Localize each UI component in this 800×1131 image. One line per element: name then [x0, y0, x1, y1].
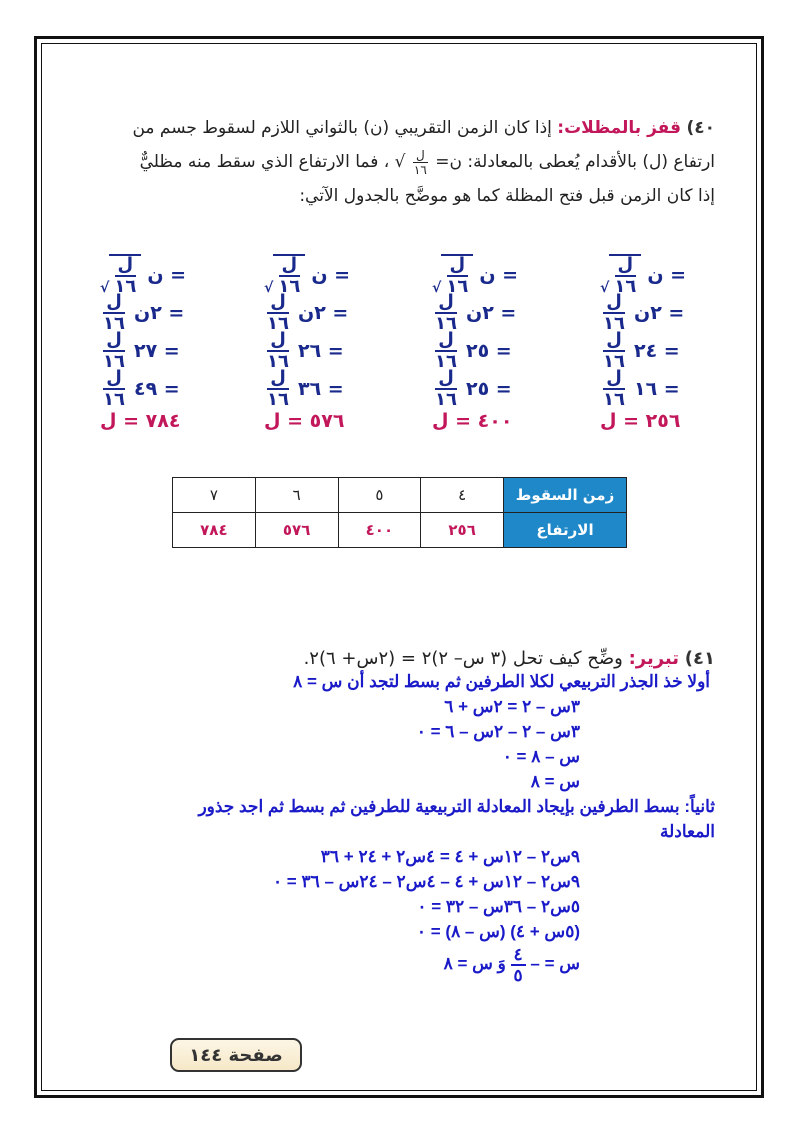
- q41-prompt: وضِّح كيف تحل (٣ س– ٢)٢ = (٢س+ ٦)٢.: [303, 648, 623, 669]
- work-row: [432, 291, 552, 334]
- work-eq: = ٢٤: [633, 340, 680, 362]
- work-result: ٤٠٠ = ل: [432, 410, 513, 432]
- solution-line: المعادلة: [660, 822, 715, 841]
- work-row: [100, 367, 220, 410]
- table-row: [173, 513, 627, 548]
- frac-den: ١٦: [103, 351, 125, 372]
- work-row: [100, 329, 220, 372]
- work-row: [600, 254, 720, 297]
- frac-den: ١٦: [267, 351, 289, 372]
- frac-den: ١٦: [267, 313, 289, 334]
- page-number-badge: صفحة ١٤٤: [170, 1038, 302, 1072]
- frac-num: ل: [103, 293, 125, 314]
- frac-num: ل: [435, 293, 457, 314]
- frac-num: ل: [603, 369, 625, 390]
- work-row: [432, 367, 552, 410]
- work-eq: = ن: [479, 264, 519, 286]
- final-frac-den: ٥: [513, 965, 523, 985]
- table-row: [173, 478, 627, 513]
- work-row: [600, 291, 720, 334]
- work-row: [100, 291, 220, 334]
- work-eq: = ٢ن: [297, 302, 349, 324]
- q40-text-2a: ارتفاع (ل) بالأقدام يُعطى بالمعادلة: ن=: [435, 152, 715, 172]
- frac-num: ل: [267, 293, 289, 314]
- work-eq: = ١٦: [633, 378, 680, 400]
- work-eq: = ٤٩: [133, 378, 180, 400]
- work-eq: = ٣٦: [297, 378, 344, 400]
- frac-num: ل: [267, 331, 289, 352]
- solution-line: ٩س٢ – ١٢س + ٤ – ٤س٢ – ٢٤س – ٣٦ = ٠: [272, 872, 580, 891]
- frac-den: ١٦: [103, 389, 125, 410]
- q40-text-1: إذا كان الزمن التقريبي (ن) بالثواني اللازم لسقوط جسم من: [132, 118, 552, 138]
- frac-den: ١٦: [278, 276, 301, 297]
- frac-den: ١٦: [435, 389, 457, 410]
- question-40: [85, 111, 715, 213]
- frac-den: ١٦: [267, 389, 289, 410]
- work-row: [432, 329, 552, 372]
- q41-heading: [75, 648, 715, 669]
- frac-num: ل: [115, 256, 137, 277]
- solution-line: ٣س – ٢ – ٢س – ٦ = ٠: [416, 722, 580, 741]
- solution-line: أولا خذ الجذر التربيعي لكلا الطرفين ثم بسط لتجد أن س = ٨: [293, 672, 710, 691]
- frac-den: ١٦: [435, 351, 457, 372]
- solution-line: (٥س + ٤) (س – ٨) = ٠: [416, 922, 580, 941]
- work-eq: = ٢ن: [465, 302, 517, 324]
- table-cell: ٦: [255, 478, 338, 513]
- final-part-a: س = –: [530, 954, 580, 973]
- q40-frac-num: ل: [413, 149, 428, 163]
- solution-line: س = ٨: [530, 772, 580, 791]
- work-eq: = ن: [147, 264, 187, 286]
- table-cell: ٥: [338, 478, 421, 513]
- frac-den: ١٦: [103, 313, 125, 334]
- table-cell: ٧: [173, 478, 256, 513]
- work-eq: = ٢ن: [133, 302, 185, 324]
- table-cell: ٧٨٤: [173, 513, 256, 548]
- solution-final: [75, 944, 715, 984]
- work-row: [600, 329, 720, 372]
- q40-line-3: إذا كان الزمن قبل فتح المظلة كما هو موضَّح بالجدول الآتي:: [299, 186, 715, 206]
- work-eq: = ٢٧: [133, 340, 180, 362]
- sqrt-icon: √: [394, 152, 406, 172]
- work-row: [264, 291, 384, 334]
- work-column-1: [600, 256, 720, 434]
- work-result: ٧٨٤ = ل: [100, 410, 181, 432]
- frac-num: ل: [447, 256, 469, 277]
- work-row: [264, 329, 384, 372]
- q40-text-2b: ، فما الارتفاع الذي سقط منه مظليٌّ: [139, 152, 390, 172]
- table-cell: ٢٥٦: [421, 513, 504, 548]
- work-column-4: [100, 256, 220, 434]
- q40-tag: قفز بالمظلات:: [557, 118, 682, 138]
- table-cell: ٥٧٦: [255, 513, 338, 548]
- q41-tag: تبرير:: [628, 648, 680, 669]
- q40-sqrt-fraction: [411, 149, 430, 176]
- solution-line: ثانياً: بسط الطرفين بإيجاد المعادلة التربيعية للطرفين ثم بسط ثم اجد جذور: [198, 797, 715, 816]
- sqrt-icon: $\frac{\text{ل}}{١٦}$ √: [600, 254, 641, 296]
- frac-num: ل: [435, 369, 457, 390]
- work-eq: = ن: [311, 264, 351, 286]
- frac-num: ل: [435, 331, 457, 352]
- work-row: [264, 254, 384, 297]
- sqrt-icon: $\frac{\text{ل}}{١٦}$ √: [432, 254, 473, 296]
- question-41: [75, 648, 715, 984]
- table-cell: ٤: [421, 478, 504, 513]
- final-fraction: [511, 946, 526, 984]
- table-header-height: الارتفاع: [504, 513, 627, 548]
- fall-table: [172, 477, 627, 548]
- frac-num: ل: [103, 331, 125, 352]
- solution-line: س – ٨ = ٠: [502, 747, 580, 766]
- work-row: [100, 254, 220, 297]
- work-row: [432, 254, 552, 297]
- solution-line: ٥س٢ – ٣٦س – ٣٢ = ٠: [417, 897, 580, 916]
- solution-line: ٣س – ٢ = ٢س + ٦: [444, 697, 580, 716]
- final-part-b: وَ س = ٨: [443, 954, 506, 973]
- work-eq: = ٢٥: [465, 378, 512, 400]
- work-eq: = ٢٦: [297, 340, 344, 362]
- q40-line-1: [85, 111, 715, 145]
- frac-den: ١٦: [603, 351, 625, 372]
- frac-num: ل: [103, 369, 125, 390]
- work-column-2: [432, 256, 552, 434]
- table-cell: ٤٠٠: [338, 513, 421, 548]
- frac-num: ل: [603, 293, 625, 314]
- frac-num: ل: [615, 256, 637, 277]
- q41-solution: [75, 669, 715, 984]
- sqrt-icon: $\frac{\text{ل}}{١٦}$ √: [264, 254, 305, 296]
- frac-num: ل: [279, 256, 301, 277]
- frac-num: ل: [603, 331, 625, 352]
- table-header-time: زمن السقوط: [504, 478, 627, 513]
- frac-den: ١٦: [114, 276, 137, 297]
- q40-number: ٤٠): [686, 118, 715, 138]
- work-row: [600, 367, 720, 410]
- q40-line-2: [85, 145, 715, 179]
- work-eq: = ن: [647, 264, 687, 286]
- frac-den: ١٦: [614, 276, 637, 297]
- frac-den: ١٦: [603, 313, 625, 334]
- q41-number: ٤١): [684, 648, 715, 669]
- q40-frac-den: ١٦: [413, 162, 427, 177]
- work-eq: = ٢٥: [465, 340, 512, 362]
- frac-den: ١٦: [446, 276, 469, 297]
- work-row: [264, 367, 384, 410]
- work-result: ٢٥٦ = ل: [600, 410, 681, 432]
- work-result: ٥٧٦ = ل: [264, 410, 345, 432]
- sqrt-icon: $\frac{\text{ل}}{١٦}$ √: [100, 254, 141, 296]
- solution-line: ٩س٢ – ١٢س + ٤ = ٤س٢ + ٢٤ + ٣٦: [320, 847, 580, 866]
- final-frac-num: ٤: [511, 946, 526, 966]
- work-column-3: [264, 256, 384, 434]
- frac-den: ١٦: [435, 313, 457, 334]
- q40-work: [80, 256, 720, 446]
- work-eq: = ٢ن: [633, 302, 685, 324]
- frac-num: ل: [267, 369, 289, 390]
- frac-den: ١٦: [603, 389, 625, 410]
